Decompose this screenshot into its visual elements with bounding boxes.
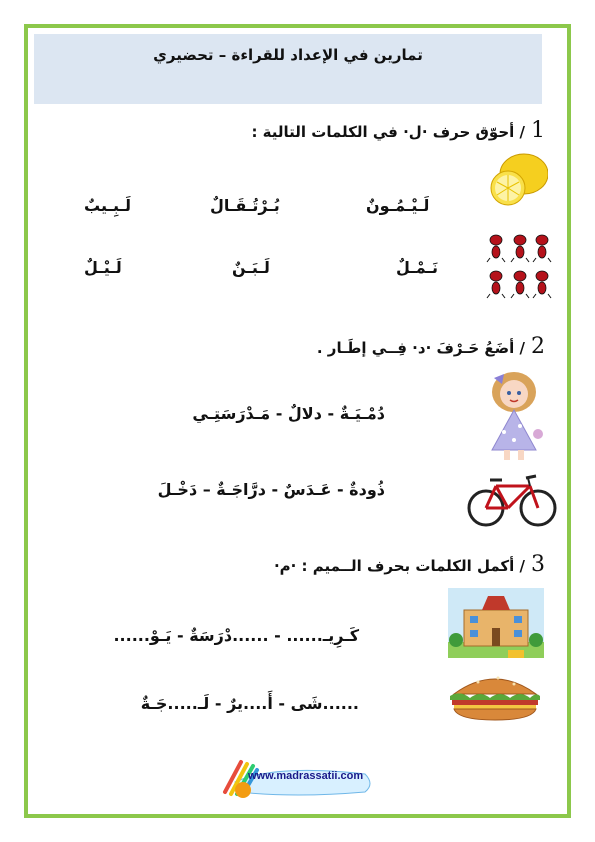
exercise-3-number: 3 [531, 552, 545, 577]
exercise-2-row-1: دُمْـيَـةٌ - دلالٌ - مَـدْرَسَتِـي [192, 404, 385, 423]
exercise-2-row-2: ذُودةٌ - عَـدَسٌ - درَّاجَـةٌ – دَخْـلَ [157, 480, 385, 499]
ants-image [484, 228, 556, 302]
ex1-word: لَـيْـمُـونٌ [366, 196, 430, 215]
exercise-1-number: 1 [531, 118, 545, 143]
exercise-2-heading [317, 334, 545, 359]
exercise-2-instruction: / أضَعُ حَـرْفَ ·د· فِــي إطَـار . [316, 339, 525, 357]
exercise-1-instruction: / أحوّق حرف ·ل· في الكلمات التالية : [251, 123, 525, 141]
page-title: تمارين في الإعداد للقراءة – تحضيري [153, 46, 423, 64]
school-image [448, 588, 544, 664]
doll-image [480, 370, 548, 464]
ex1-word: لَـيْـلٌ [84, 258, 122, 277]
exercise-2-number: 2 [531, 334, 545, 359]
exercise-3-instruction: / أكمل الكلمات بحرف الــميم : ·م· [273, 557, 525, 575]
exercise-3-row-1: كَـرِيـ...... - ......دْرَسَةٌ - يَـوْ...... [113, 626, 359, 645]
sandwich-image [448, 668, 542, 722]
ex1-word: لَـبَـنٌ [232, 258, 270, 277]
exercise-3-heading [274, 552, 545, 577]
ex1-word: لَـبِـيبٌ [84, 196, 131, 215]
ex1-word: نَـمْـلٌ [396, 258, 438, 277]
ex1-word: بُـرْتُـقَـالٌ [210, 196, 280, 215]
exercise-1-heading [251, 118, 545, 143]
lemon-image [486, 148, 548, 210]
bicycle-image [466, 470, 558, 528]
exercise-3-row-2: ......شَى - أَ....يرٌ - لَـ.....جَـةٌ [140, 694, 359, 713]
footer-url: www.madrassatii.com [248, 770, 364, 782]
title-banner [34, 34, 542, 104]
